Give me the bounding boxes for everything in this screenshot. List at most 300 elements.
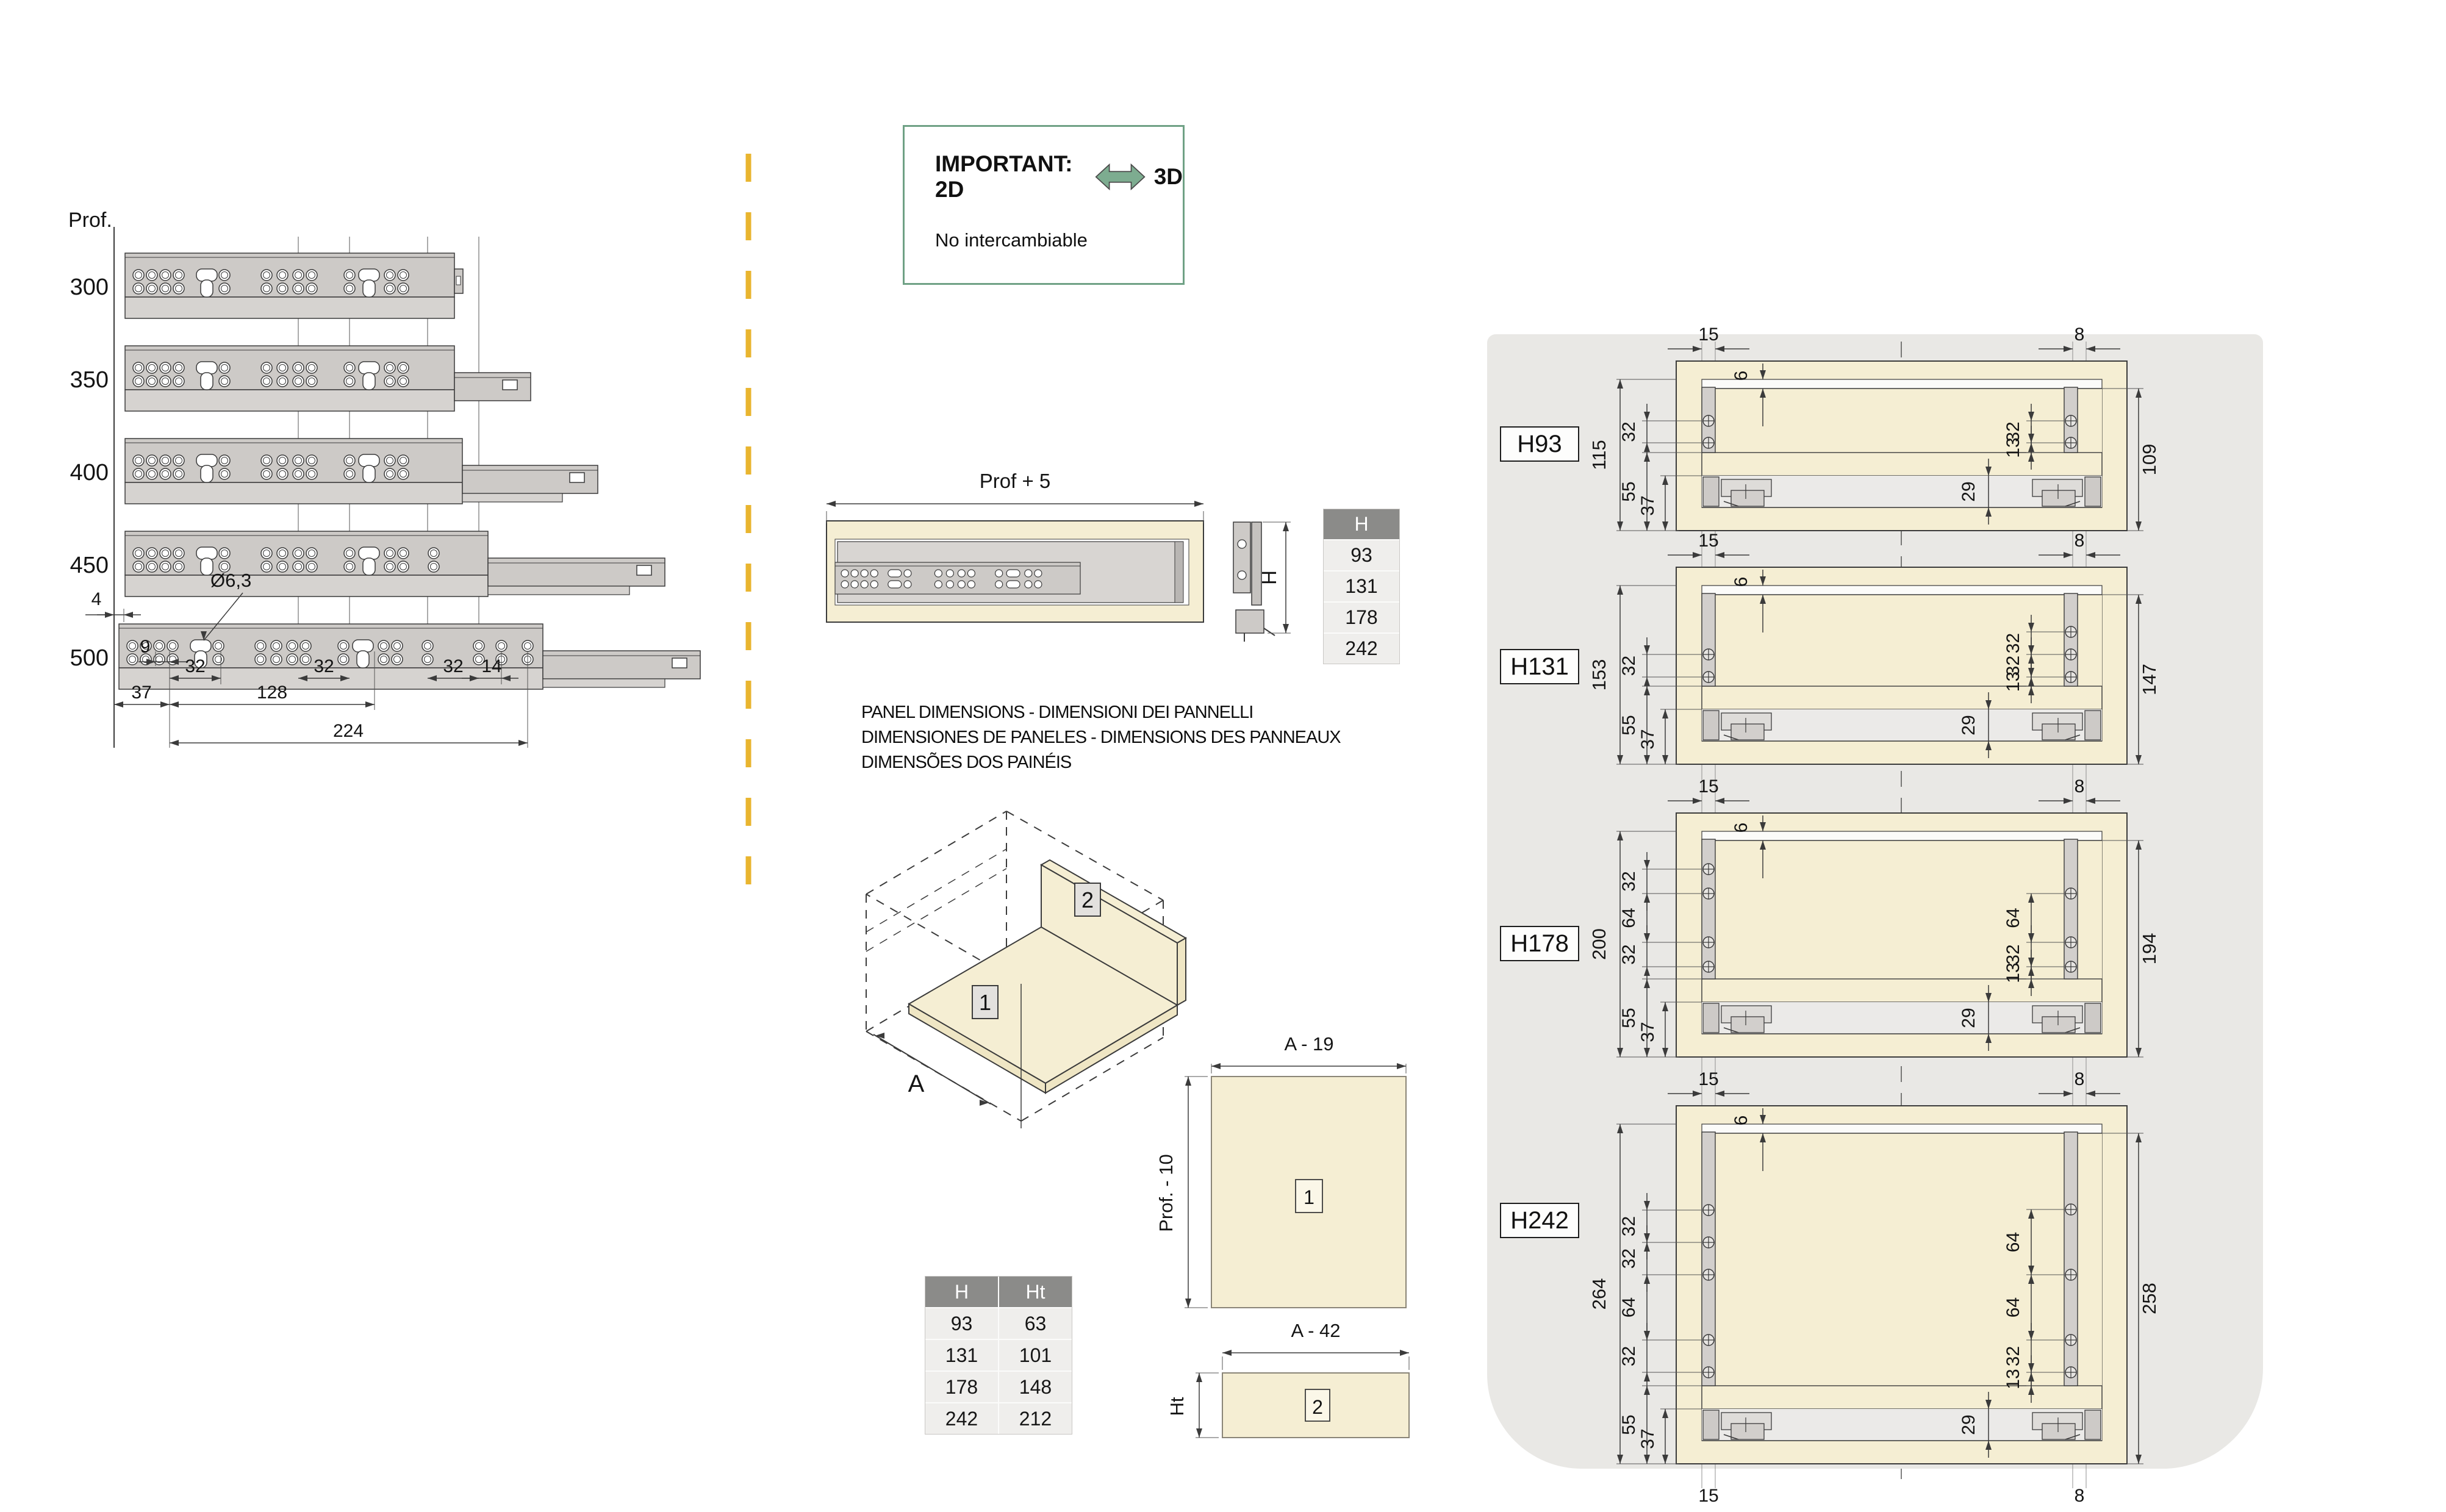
dim-arrow xyxy=(2136,755,2142,764)
rail-hole xyxy=(995,581,1003,588)
rail-hole xyxy=(1035,570,1042,577)
dim-arrow xyxy=(518,740,528,746)
rail-hole xyxy=(160,468,171,479)
rail-row-label: 350 xyxy=(70,367,109,393)
rail-hole xyxy=(160,455,171,466)
rail-hole xyxy=(384,376,395,387)
section-label-h93: H93 xyxy=(1500,426,1579,462)
rail-hole xyxy=(384,270,395,281)
dim-arrow xyxy=(1662,476,1668,485)
dim-label: 6 xyxy=(1731,370,1751,381)
section-label-h242: H242 xyxy=(1500,1203,1579,1238)
dim-label: 32 xyxy=(1619,1248,1639,1269)
dim-arrow xyxy=(2064,552,2073,558)
rail-hole xyxy=(271,640,282,651)
dim-arrow xyxy=(1693,346,1702,352)
rail-hole xyxy=(287,640,298,651)
rail-hole xyxy=(293,283,304,294)
rail-hole xyxy=(271,654,282,665)
rail-hole xyxy=(213,640,224,651)
drawing-shape xyxy=(1702,839,1715,979)
dim-label: 32 xyxy=(1619,421,1639,442)
rail-hole xyxy=(870,581,878,588)
notice-title-prefix: IMPORTANT: 2D xyxy=(935,151,1073,202)
rail-hole xyxy=(154,640,165,651)
rail-hole xyxy=(293,455,304,466)
dim-arrow xyxy=(2086,552,2095,558)
dim-arrow xyxy=(1662,521,1668,531)
rail-hole xyxy=(1035,581,1042,588)
rail-hole xyxy=(146,376,157,387)
rail-hole xyxy=(392,654,403,665)
rail-hole xyxy=(293,468,304,479)
rail-hole xyxy=(133,455,144,466)
dim-arrow xyxy=(2086,1091,2095,1097)
drawing-shape xyxy=(456,276,461,285)
dim-label: 15 xyxy=(1698,531,1719,551)
dim-arrow xyxy=(170,701,179,708)
rail-slot xyxy=(359,269,379,281)
rail-hole xyxy=(398,548,409,559)
drawing-shape xyxy=(835,562,1080,594)
dim-arrow xyxy=(1644,933,1650,942)
rail-hole xyxy=(133,548,144,559)
panel1-width-dim: A - 19 xyxy=(1284,1033,1334,1055)
rail-hole xyxy=(293,362,304,373)
panel2-height-dim: Ht xyxy=(1166,1397,1188,1416)
cross-section-H93 xyxy=(1588,324,2160,531)
drawing-shape xyxy=(488,586,629,595)
rail-row-label: 500 xyxy=(70,645,109,671)
drawing-shape xyxy=(1252,522,1261,605)
rail-hole xyxy=(870,570,878,577)
double-arrow-icon xyxy=(1095,160,1146,194)
ht-table-cell: 242 xyxy=(925,1402,998,1434)
rail-hole xyxy=(306,270,317,281)
dim-arrow xyxy=(1715,346,1724,352)
rail-hole xyxy=(277,283,288,294)
drawing-shape xyxy=(1702,686,2102,709)
rail-hole xyxy=(344,468,355,479)
dim-label: 14 xyxy=(481,656,502,676)
rail-hole xyxy=(1238,540,1246,548)
rail-row-label: 450 xyxy=(70,553,109,578)
drawing-shape xyxy=(1731,1017,1764,1033)
rail-slot xyxy=(201,373,213,390)
dim-label: 32 xyxy=(185,656,206,676)
dim-arrow xyxy=(1644,521,1650,531)
rail-hole xyxy=(344,455,355,466)
drawing-shape xyxy=(2042,724,2075,740)
rail-hole xyxy=(173,548,184,559)
dim-label: 13 xyxy=(2003,437,2023,458)
rail-hole xyxy=(133,376,144,387)
dim-arrow xyxy=(1211,1063,1221,1069)
dim-arrow xyxy=(1644,894,1650,903)
dim-arrow xyxy=(1662,755,1668,764)
rail-row-400 xyxy=(70,439,598,504)
dim-label: 15 xyxy=(1698,1069,1719,1089)
dim-label: 64 xyxy=(1619,908,1639,928)
rail-slot xyxy=(359,454,379,467)
ht-table-cell: 63 xyxy=(998,1307,1072,1339)
drawing-shape xyxy=(1702,1386,2102,1409)
drawer-side-view xyxy=(827,470,1291,642)
rail-hole xyxy=(306,548,317,559)
iso-panel1-label: 1 xyxy=(978,990,992,1015)
rail-hole xyxy=(967,570,975,577)
dim-arrow xyxy=(1662,1455,1668,1464)
dim-arrow xyxy=(1693,1091,1702,1097)
drawing-shape xyxy=(454,373,531,401)
rail-hole xyxy=(293,376,304,387)
rail-hole xyxy=(213,654,224,665)
rail-slot xyxy=(363,373,375,390)
panel1-depth-dim: Prof. - 10 xyxy=(1155,1154,1177,1232)
rail-hole xyxy=(1025,581,1032,588)
drawing-shape xyxy=(866,811,1006,894)
dim-label: 224 xyxy=(332,721,364,741)
dim-label: 6 xyxy=(1731,822,1751,833)
rail-hole xyxy=(1025,570,1032,577)
rail-hole xyxy=(219,283,230,294)
drawing-shape xyxy=(1731,490,1764,506)
drawing-shape xyxy=(125,482,462,504)
drawing-shape xyxy=(1731,1424,1764,1439)
rail-slot xyxy=(1006,570,1020,577)
rail-hole xyxy=(384,561,395,572)
drawing-shape xyxy=(1233,522,1250,593)
dim-arrow xyxy=(1400,1350,1409,1356)
dim-label: 37 xyxy=(1638,729,1658,750)
notice-title-suffix: 3D xyxy=(1153,164,1183,189)
rail-hole xyxy=(398,455,409,466)
rail-hole xyxy=(277,468,288,479)
rail-slot xyxy=(888,581,902,588)
drawing-shape xyxy=(462,493,562,502)
rail-slot xyxy=(357,651,369,668)
rail-hole xyxy=(841,570,848,577)
ht-table-cell: 212 xyxy=(998,1402,1072,1434)
rail-slot xyxy=(363,465,375,482)
dim-arrow xyxy=(1617,586,1623,595)
rail-slot xyxy=(196,269,217,281)
h-table-cell: 131 xyxy=(1324,570,1399,601)
important-notice-box xyxy=(903,125,1185,285)
rail-hole xyxy=(133,362,144,373)
rail-row-450 xyxy=(70,531,665,597)
iso-panel2-label: 2 xyxy=(1081,887,1094,912)
rail-hole xyxy=(861,581,868,588)
dim-arrow xyxy=(1617,831,1623,840)
dim-label: 64 xyxy=(1619,1297,1639,1318)
rail-hole xyxy=(344,283,355,294)
rail-hole xyxy=(173,270,184,281)
ht-table-header-ht: Ht xyxy=(998,1277,1072,1307)
rail-hole xyxy=(306,283,317,294)
drawing-shape xyxy=(2042,490,2075,506)
rail-hole xyxy=(133,561,144,572)
rail-hole xyxy=(293,561,304,572)
rail-hole xyxy=(133,270,144,281)
rail-hole xyxy=(167,640,178,651)
rail-row-label: 400 xyxy=(70,460,109,485)
rail-hole xyxy=(219,270,230,281)
depth-dim-label: Prof + 5 xyxy=(979,470,1051,492)
rail-slot xyxy=(359,362,379,374)
h-table-cell: 178 xyxy=(1324,601,1399,632)
dim-label: 32 xyxy=(2003,421,2023,442)
dim-label: 4 xyxy=(91,589,102,609)
rail-hole xyxy=(160,270,171,281)
drawing-shape xyxy=(2064,839,2078,979)
rail-hole xyxy=(173,283,184,294)
left-total-dim: 115 xyxy=(1588,440,1610,470)
dim-label: 15 xyxy=(1698,324,1719,345)
rail-hole xyxy=(173,455,184,466)
dim-label: 37 xyxy=(1638,1428,1658,1449)
dim-arrow xyxy=(1693,798,1702,804)
rail-hole xyxy=(277,362,288,373)
dim-arrow xyxy=(1185,1299,1191,1308)
rail-hole xyxy=(133,283,144,294)
dim-arrow xyxy=(2064,1091,2073,1097)
rail-hole xyxy=(261,376,272,387)
rail-hole xyxy=(219,548,230,559)
axis-label: Prof. xyxy=(68,209,112,232)
rail-hole xyxy=(861,570,868,577)
dim-arrow xyxy=(105,612,114,618)
rail-slot xyxy=(363,280,375,297)
dim-arrow xyxy=(1644,1275,1650,1284)
panel-note-line: PANEL DIMENSIONS - DIMENSIONI DEI PANNELLI xyxy=(861,703,1253,722)
drawing-shape xyxy=(2042,1424,2075,1439)
dim-arrow xyxy=(2136,840,2142,850)
drawing-shape xyxy=(637,565,651,575)
rail-hole xyxy=(344,362,355,373)
rail-hole xyxy=(1238,571,1246,579)
rail-hole xyxy=(995,570,1003,577)
drawing-shape xyxy=(1702,1133,2102,1386)
rail-hole xyxy=(841,581,848,588)
drawing-shape xyxy=(125,390,454,411)
dim-label: 32 xyxy=(2003,655,2023,676)
rail-hole xyxy=(261,455,272,466)
dim-arrow xyxy=(1644,686,1650,695)
drawing-shape xyxy=(1264,628,1275,636)
rail-hole xyxy=(344,376,355,387)
dim-arrow xyxy=(2136,389,2142,398)
rail-hole xyxy=(946,570,953,577)
section-label-h178: H178 xyxy=(1500,926,1579,961)
rail-hole xyxy=(160,362,171,373)
rail-hole xyxy=(392,640,403,651)
dim-label: 32 xyxy=(1619,944,1639,965)
dim-label: 32 xyxy=(2003,632,2023,654)
dim-label: 6 xyxy=(1731,576,1751,587)
right-total-dim: 109 xyxy=(2139,443,2160,476)
dim-arrow xyxy=(124,612,133,618)
rail-hole xyxy=(160,376,171,387)
dim-arrow xyxy=(1715,552,1724,558)
dim-label: 64 xyxy=(2003,908,2023,928)
rail-hole xyxy=(958,581,965,588)
h-table-cell: 93 xyxy=(1324,539,1399,570)
rail-hole xyxy=(338,640,349,651)
dim-arrow xyxy=(2136,1455,2142,1464)
panel-note-line: DIMENSIONES DE PANELES - DIMENSIONS DES PANNEAUX xyxy=(861,728,1341,747)
rail-hole xyxy=(851,570,858,577)
rail-hole xyxy=(261,270,272,281)
drawing-shape xyxy=(1236,610,1264,633)
dim-arrow xyxy=(1662,1048,1668,1057)
height-table-header: H xyxy=(1324,509,1399,539)
dim-arrow xyxy=(1644,1331,1650,1340)
rail-hole xyxy=(146,270,157,281)
iso-width-dim: A xyxy=(908,1070,925,1097)
dim-arrow xyxy=(1283,624,1289,633)
drawing-shape xyxy=(866,849,1006,932)
dim-label: 64 xyxy=(2003,1231,2023,1253)
rail-hole xyxy=(384,283,395,294)
panel-cut-drawings xyxy=(1155,1033,1409,1438)
rail-hole xyxy=(384,468,395,479)
rail-row-300 xyxy=(70,253,463,318)
ht-table-row xyxy=(925,1370,1072,1402)
rail-hole xyxy=(384,362,395,373)
cross-section-H242 xyxy=(1588,1069,2160,1464)
notice-body: No intercambiable xyxy=(935,229,1088,251)
dim-arrow xyxy=(1644,1372,1650,1381)
dim-label: 8 xyxy=(2074,531,2085,551)
rail-hole xyxy=(261,283,272,294)
dim-arrow xyxy=(1194,501,1203,507)
dim-arrow xyxy=(1617,755,1623,764)
drawing-shape xyxy=(1703,1410,1719,1439)
rail-hole xyxy=(133,468,144,479)
dim-arrow xyxy=(1644,412,1650,421)
rail-hole xyxy=(934,570,942,577)
rail-slot xyxy=(196,362,217,374)
dim-arrow xyxy=(1662,1409,1668,1418)
dim-arrow xyxy=(1196,1373,1202,1382)
dim-label: 37 xyxy=(1638,495,1658,516)
dim-label: 9 xyxy=(140,637,151,657)
dim-label: 64 xyxy=(2003,1297,2023,1318)
rail-hole xyxy=(277,376,288,387)
ht-table-row xyxy=(925,1307,1072,1339)
rail-slot xyxy=(888,570,902,577)
rail-hole xyxy=(261,548,272,559)
dim-arrow xyxy=(1644,1455,1650,1464)
ht-table-row xyxy=(925,1339,1072,1370)
rail-hole xyxy=(160,283,171,294)
drawing-shape xyxy=(2064,1132,2078,1386)
rail-hole xyxy=(398,561,409,572)
rail-hole xyxy=(261,362,272,373)
dim-arrow xyxy=(2136,521,2142,531)
rail-hole xyxy=(146,455,157,466)
drawing-shape xyxy=(1702,979,2102,1002)
section-label-h131: H131 xyxy=(1500,649,1579,684)
dim-arrow xyxy=(1644,645,1650,654)
ht-table-row xyxy=(925,1402,1072,1434)
dim-label: 32 xyxy=(1619,1345,1639,1367)
right-total-dim: 194 xyxy=(2139,933,2160,965)
rail-hole xyxy=(255,654,266,665)
dim-label: 6 xyxy=(1731,1115,1751,1126)
dim-label: 32 xyxy=(1619,1216,1639,1237)
rail-hole xyxy=(344,548,355,559)
drawing-shape xyxy=(1702,840,2102,979)
right-total-dim: 258 xyxy=(2139,1283,2160,1314)
rail-hole xyxy=(946,581,953,588)
rail-row-350 xyxy=(70,346,531,411)
rail-hole xyxy=(127,640,138,651)
dim-arrow xyxy=(170,740,179,746)
rail-slot xyxy=(359,547,379,559)
left-total-dim: 153 xyxy=(1588,659,1610,691)
rail-hole xyxy=(473,640,484,651)
rail-slot xyxy=(196,454,217,467)
rail-hole xyxy=(428,561,439,572)
cross-section-H131 xyxy=(1588,531,2160,764)
rail-hole xyxy=(160,561,171,572)
dim-arrow xyxy=(1185,1077,1191,1086)
dim-arrow xyxy=(1222,1350,1232,1356)
rail-hole xyxy=(422,640,433,651)
rail-hole xyxy=(219,468,230,479)
dim-label: 32 xyxy=(314,656,334,676)
rail-hole xyxy=(293,548,304,559)
rail-hole xyxy=(306,455,317,466)
dim-arrow xyxy=(1644,755,1650,764)
dim-arrow xyxy=(1644,1201,1650,1210)
dim-label: 128 xyxy=(256,683,288,703)
rail-hole xyxy=(127,654,138,665)
dim-arrow xyxy=(2136,1048,2142,1057)
panel2-width-dim: A - 42 xyxy=(1291,1320,1341,1341)
rail-hole xyxy=(398,468,409,479)
rail-slot xyxy=(196,547,217,559)
ht-table-cell: 131 xyxy=(925,1339,998,1370)
drawing-shape xyxy=(125,297,454,318)
drawing-shape xyxy=(1703,477,1719,506)
rail-hole xyxy=(522,640,533,651)
iso-panel2 xyxy=(1177,938,1186,1005)
drawing-shape xyxy=(1702,595,2102,686)
dim-arrow xyxy=(2136,595,2142,604)
rail-slot xyxy=(190,640,211,652)
dim-label: 55 xyxy=(1619,1414,1639,1435)
rail-hole xyxy=(384,548,395,559)
dim-label: 15 xyxy=(1698,776,1719,797)
rail-hole xyxy=(146,362,157,373)
iso-3d-view xyxy=(866,811,1186,1128)
dim-arrow xyxy=(365,701,375,708)
rail-hole xyxy=(378,640,389,651)
dim-arrow xyxy=(1715,1091,1724,1097)
dim-label: 55 xyxy=(1619,715,1639,736)
rail-slot xyxy=(201,465,213,482)
rail-slot xyxy=(201,280,213,297)
dim-label: 32 xyxy=(2003,1345,2023,1367)
rail-hole xyxy=(173,468,184,479)
drawing-shape xyxy=(1731,724,1764,740)
left-total-dim: 264 xyxy=(1588,1278,1610,1310)
drawing-shape xyxy=(2085,711,2101,740)
rail-hole xyxy=(146,468,157,479)
